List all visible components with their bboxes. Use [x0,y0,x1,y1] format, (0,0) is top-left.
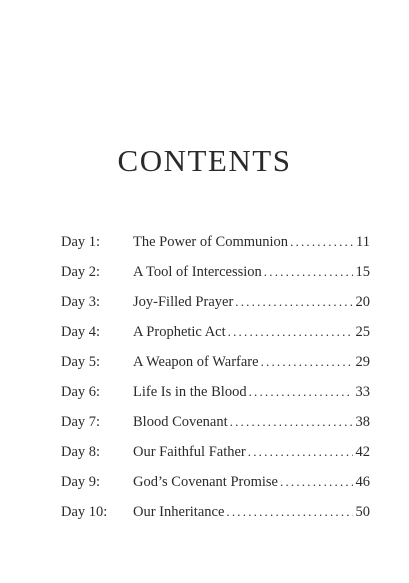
toc-day: Day 9: [61,474,101,490]
toc-chapter-title: God’s Covenant Promise [133,474,278,490]
toc-entry [61,351,370,381]
toc-chapter-title: A Tool of Intercession [133,264,262,280]
toc-day: Day 4: [61,324,101,340]
dot-leader [248,441,353,463]
toc-page-number: 33 [355,384,370,400]
table-of-contents [61,231,370,531]
dot-leader [235,291,352,313]
toc-page-number: 15 [355,264,370,280]
toc-day: Day 8: [61,444,101,460]
dot-leader [249,381,353,403]
toc-page-number: 42 [355,444,370,460]
toc-page-number: 46 [355,474,370,490]
toc-entry [61,501,370,531]
toc-chapter-title: Our Faithful Father [133,444,246,460]
toc-entry [61,231,370,261]
toc-chapter-title: A Prophetic Act [133,324,226,340]
toc-chapter-title: Blood Covenant [133,414,228,430]
toc-entry [61,381,370,411]
toc-page-number: 38 [355,414,370,430]
toc-chapter-title: Life Is in the Blood [133,384,247,400]
toc-day: Day 1: [61,234,101,250]
toc-day: Day 3: [61,294,101,310]
toc-entry [61,291,370,321]
toc-chapter-title: Joy-Filled Prayer [133,294,234,310]
toc-day: Day 2: [61,264,101,280]
toc-day: Day 6: [61,384,101,400]
toc-page-number: 11 [356,234,370,250]
dot-leader [228,321,353,343]
dot-leader [226,501,352,523]
toc-day: Day 5: [61,354,101,370]
toc-entry [61,411,370,441]
toc-page-number: 20 [355,294,370,310]
toc-entry [61,261,370,291]
toc-day: Day 7: [61,414,101,430]
toc-entry [61,441,370,471]
toc-chapter-title: The Power of Communion [133,234,289,250]
dot-leader [230,411,353,433]
toc-entry [61,471,370,501]
dot-leader [261,351,353,373]
page-title: CONTENTS [117,143,292,178]
dot-leader [290,231,353,253]
toc-entry [61,321,370,351]
toc-day: Day 10: [61,504,108,520]
toc-chapter-title: Our Inheritance [133,504,225,520]
dot-leader [280,471,353,493]
dot-leader [264,261,353,283]
toc-page-number: 50 [355,504,370,520]
toc-page-number: 29 [355,354,370,370]
toc-chapter-title: A Weapon of Warfare [133,354,259,370]
toc-page-number: 25 [355,324,370,340]
